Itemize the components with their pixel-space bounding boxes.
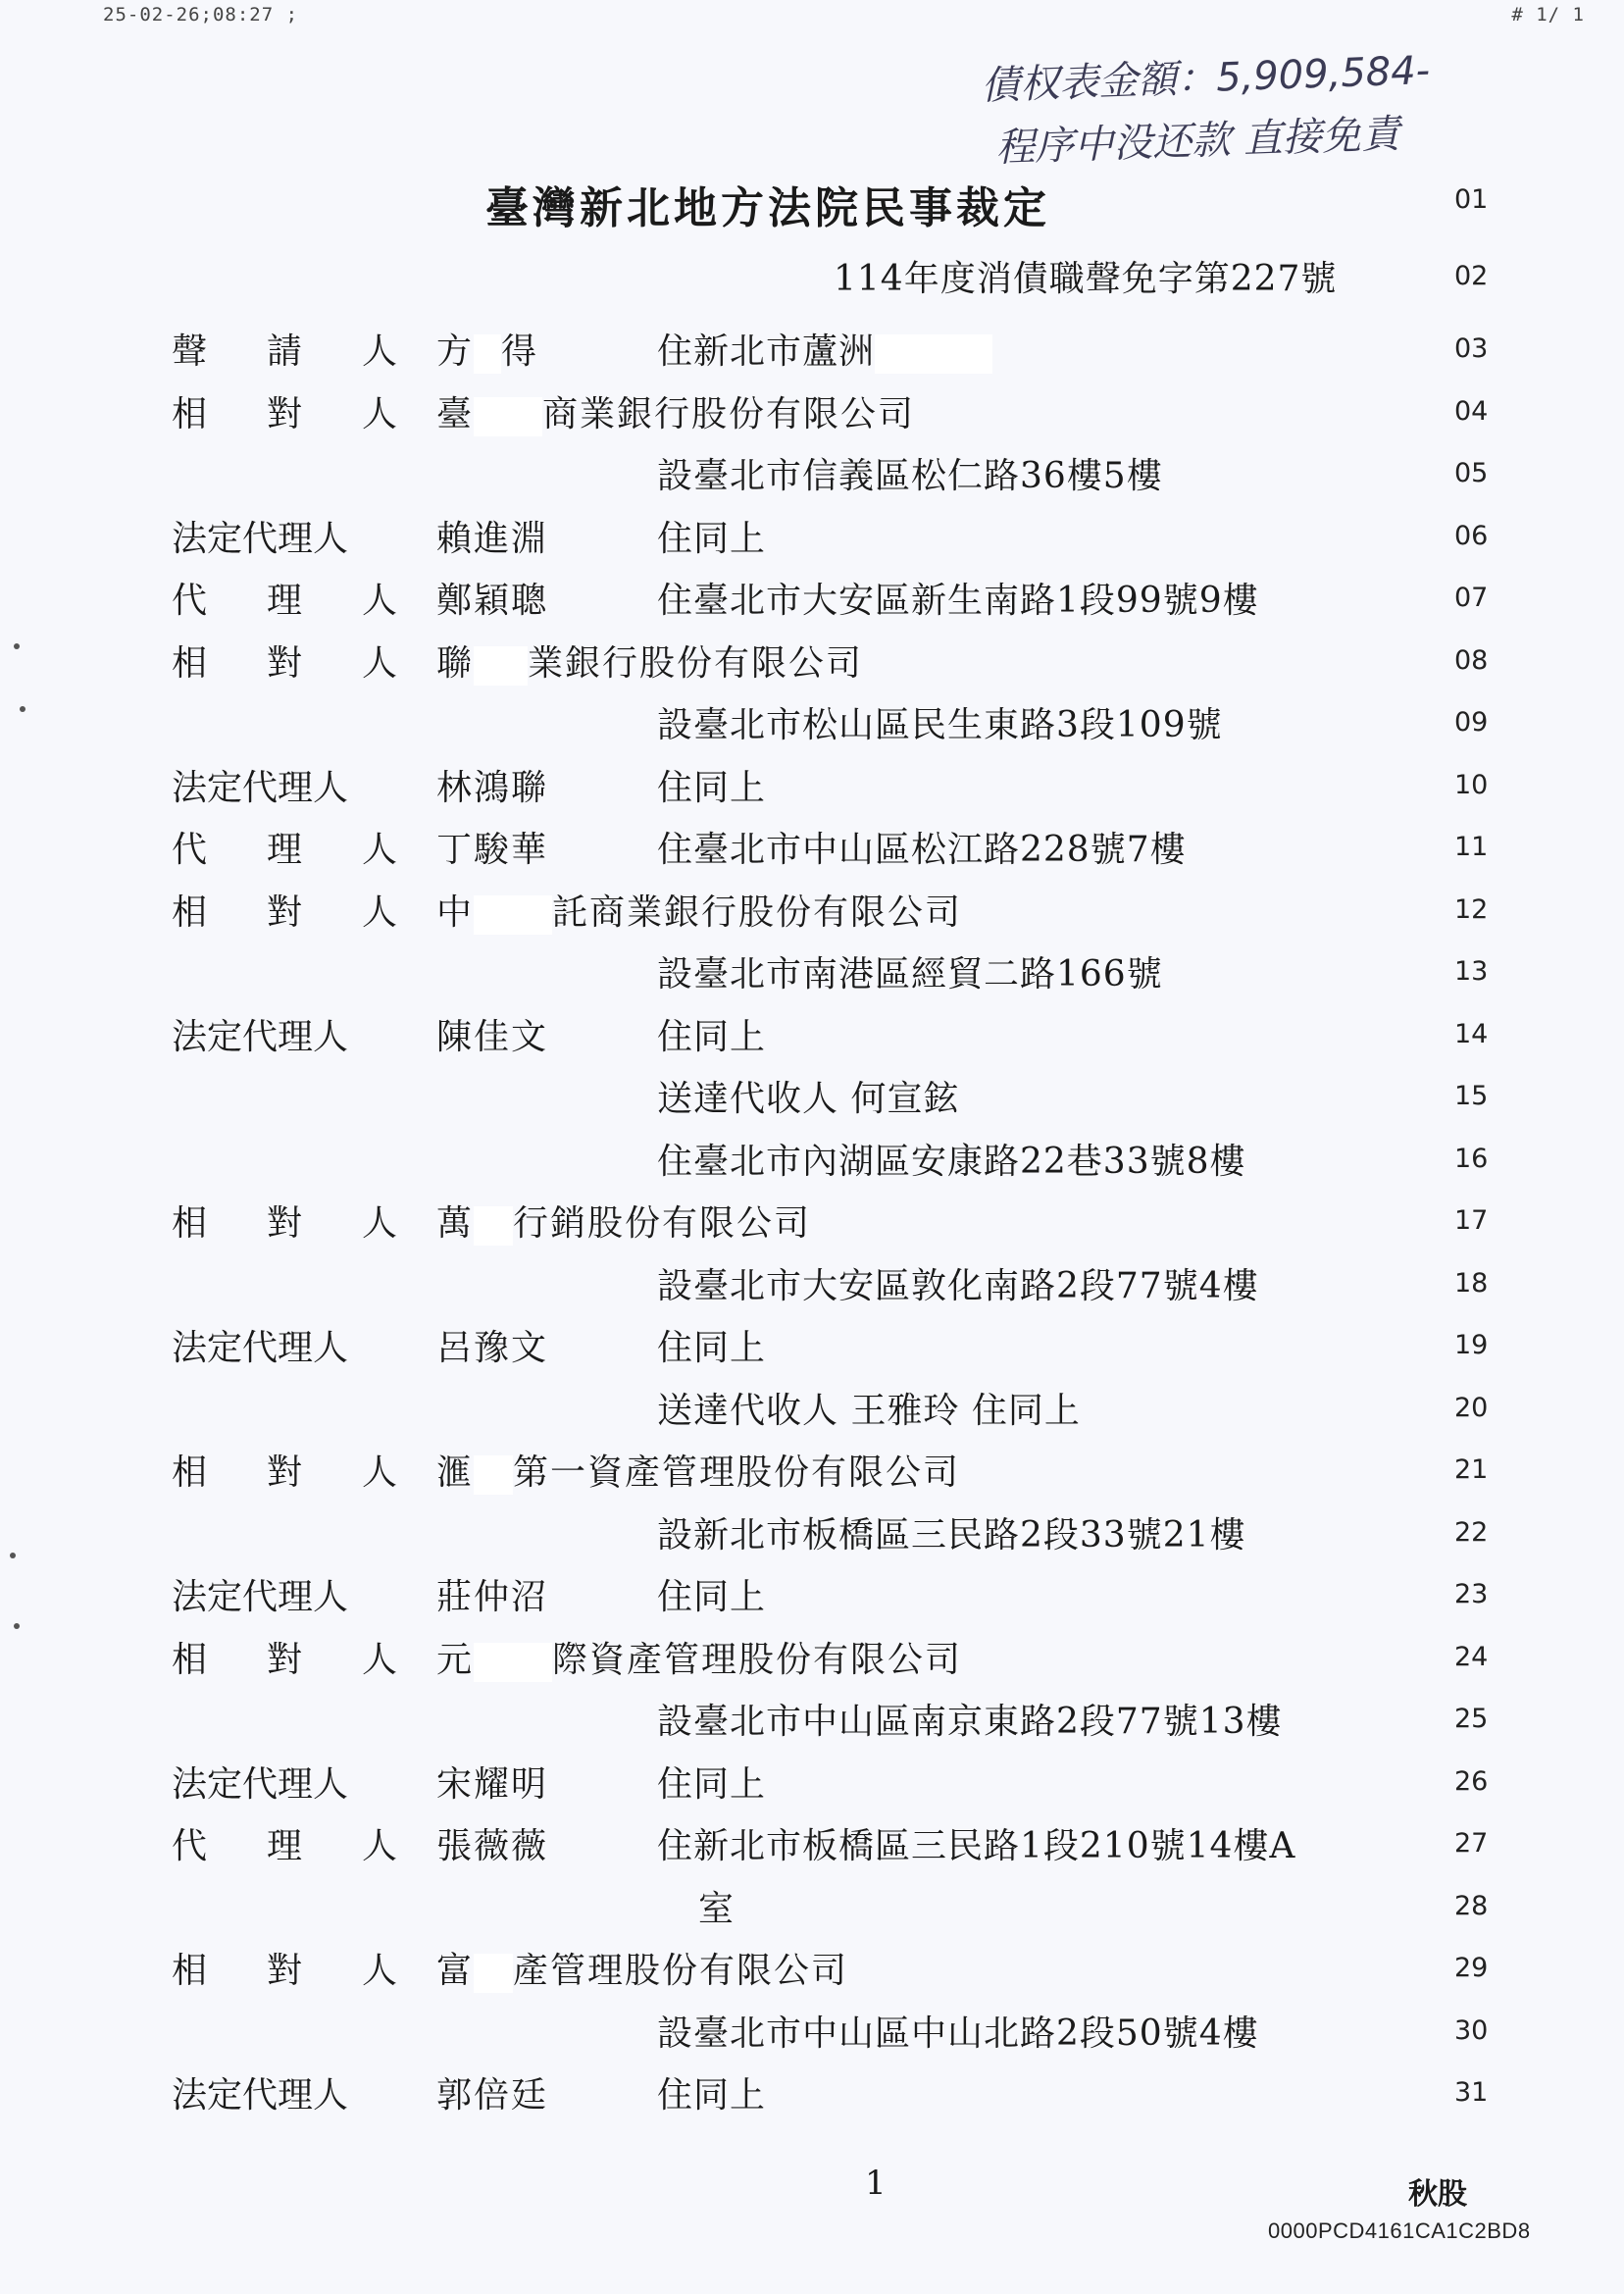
case-number: 114年度消債職聲免字第227號 xyxy=(834,259,1338,299)
party-name: 陳佳文 xyxy=(436,1017,549,1057)
party-row xyxy=(0,1507,1624,1555)
line-number: 30 xyxy=(1454,2015,1489,2046)
scan-speck xyxy=(14,1623,20,1629)
party-row xyxy=(0,1632,1624,1680)
line-number: 16 xyxy=(1454,1144,1489,1174)
line-number: 20 xyxy=(1454,1393,1489,1423)
party-role: 法定代理人 xyxy=(172,1577,349,1617)
party-role: 聲 請 人 xyxy=(172,331,397,372)
redaction-box xyxy=(474,334,501,374)
party-name: 丁駿華 xyxy=(436,830,549,870)
redaction-box xyxy=(474,1206,513,1246)
line-number: 23 xyxy=(1454,1579,1489,1609)
party-role: 法定代理人 xyxy=(172,1764,349,1805)
party-role: 相 對 人 xyxy=(172,643,397,684)
party-address: 住同上 xyxy=(657,1017,767,1057)
line-number: 06 xyxy=(1454,521,1489,551)
party-name: 呂豫文 xyxy=(436,1328,549,1368)
party-row xyxy=(0,1445,1624,1493)
party-name: 林鴻聯 xyxy=(436,768,549,808)
party-row xyxy=(0,1320,1624,1368)
party-role: 法定代理人 xyxy=(172,768,349,808)
party-role: 代 理 人 xyxy=(172,1826,397,1866)
party-row xyxy=(0,1196,1624,1244)
party-address: 設臺北市中山區中山北路2段50號4樓 xyxy=(657,2014,1259,2054)
party-name: 郭倍廷 xyxy=(436,2075,549,2116)
party-row xyxy=(0,1694,1624,1742)
document-title: 臺灣新北地方法院民事裁定 xyxy=(485,183,1050,233)
party-address: 設新北市板橋區三民路2段33號21樓 xyxy=(657,1515,1246,1555)
redaction-box xyxy=(474,397,542,436)
party-role: 法定代理人 xyxy=(172,519,349,559)
line-number: 24 xyxy=(1454,1642,1489,1672)
party-role: 法定代理人 xyxy=(172,2075,349,2116)
line-number: 05 xyxy=(1454,458,1489,488)
party-row xyxy=(0,1134,1624,1182)
party-name: 方 得 xyxy=(436,331,539,372)
redaction-box xyxy=(474,1455,513,1495)
line-number: 08 xyxy=(1454,645,1489,676)
line-number: 26 xyxy=(1454,1766,1489,1797)
party-address: 住新北市板橋區三民路1段210號14樓A xyxy=(657,1826,1296,1866)
line-number: 22 xyxy=(1454,1517,1489,1548)
line-number: 13 xyxy=(1454,956,1489,987)
party-row xyxy=(0,2006,1624,2054)
party-address: 設臺北市信義區松仁路36樓5樓 xyxy=(657,456,1163,496)
handwritten-note-2: 程序中没还款 直接免責 xyxy=(994,111,1401,172)
party-name: 滙 第一資產管理股份有限公司 xyxy=(436,1453,961,1493)
redaction-box xyxy=(474,1643,552,1682)
party-address: 住同上 xyxy=(657,768,767,808)
party-row xyxy=(0,511,1624,559)
party-address: 住臺北市中山區松江路228號7樓 xyxy=(657,830,1187,870)
party-row xyxy=(0,324,1624,372)
party-name: 莊仲沼 xyxy=(436,1577,549,1617)
line-number: 14 xyxy=(1454,1019,1489,1049)
party-role: 相 對 人 xyxy=(172,1640,397,1680)
party-address: 送達代收人 王雅玲 住同上 xyxy=(657,1391,1081,1431)
party-address: 設臺北市松山區民生東路3段109號 xyxy=(657,705,1223,745)
party-name: 富 產管理股份有限公司 xyxy=(436,1951,849,1991)
party-role: 法定代理人 xyxy=(172,1017,349,1057)
party-role: 代 理 人 xyxy=(172,830,397,870)
party-name: 宋耀明 xyxy=(436,1764,549,1805)
party-row xyxy=(0,636,1624,684)
line-number: 27 xyxy=(1454,1828,1489,1859)
line-number: 11 xyxy=(1454,832,1489,862)
party-address: 送達代收人 何宣鉉 xyxy=(657,1079,960,1119)
party-row xyxy=(0,448,1624,496)
party-address: 室 xyxy=(698,1889,736,1929)
page-number: 1 xyxy=(865,2164,887,2203)
party-role: 法定代理人 xyxy=(172,1328,349,1368)
party-address: 住同上 xyxy=(657,1328,767,1368)
party-row xyxy=(0,1943,1624,1991)
party-row xyxy=(0,1258,1624,1306)
line-number: 09 xyxy=(1454,707,1489,738)
scan-speck xyxy=(20,706,25,712)
party-row xyxy=(0,1757,1624,1805)
party-row xyxy=(0,573,1624,621)
scan-speck xyxy=(10,1553,16,1558)
line-number: 25 xyxy=(1454,1704,1489,1734)
party-row xyxy=(0,1569,1624,1617)
line-number: 31 xyxy=(1454,2077,1489,2108)
party-row xyxy=(0,885,1624,933)
party-row xyxy=(0,946,1624,994)
party-name: 聯 業銀行股份有限公司 xyxy=(436,643,864,684)
party-address: 住臺北市內湖區安康路22巷33號8樓 xyxy=(657,1142,1246,1182)
party-name: 萬 行銷股份有限公司 xyxy=(436,1203,812,1244)
scan-speck xyxy=(14,643,20,649)
party-name: 賴進淵 xyxy=(436,519,549,559)
line-number: 28 xyxy=(1454,1891,1489,1921)
party-name: 臺 商業銀行股份有限公司 xyxy=(436,394,916,434)
handwritten-note-1: 債权表金額：5,909,584- xyxy=(980,48,1431,109)
party-address: 設臺北市大安區敦化南路2段77號4樓 xyxy=(657,1266,1259,1306)
party-row xyxy=(0,760,1624,808)
redaction-box xyxy=(474,1954,513,1993)
line-number: 18 xyxy=(1454,1268,1489,1299)
line-number: 03 xyxy=(1454,333,1489,364)
party-name: 元 際資產管理股份有限公司 xyxy=(436,1640,963,1680)
redaction-box xyxy=(474,646,528,686)
line-number: 29 xyxy=(1454,1953,1489,1983)
party-address: 住臺北市大安區新生南路1段99號9樓 xyxy=(657,581,1259,621)
line-number: 04 xyxy=(1454,396,1489,427)
fax-header-right: # 1/ 1 xyxy=(1511,4,1585,25)
party-role: 代 理 人 xyxy=(172,581,397,621)
line-number: 02 xyxy=(1454,261,1489,291)
line-number: 17 xyxy=(1454,1205,1489,1236)
line-number: 01 xyxy=(1454,184,1489,215)
party-role: 相 對 人 xyxy=(172,1453,397,1493)
party-row xyxy=(0,2067,1624,2116)
party-role: 相 對 人 xyxy=(172,892,397,933)
redaction-box xyxy=(474,895,552,935)
party-address: 住同上 xyxy=(657,1577,767,1617)
party-row xyxy=(0,1383,1624,1431)
line-number: 10 xyxy=(1454,770,1489,800)
line-number: 12 xyxy=(1454,894,1489,925)
section-label: 秋股 xyxy=(1408,2177,1467,2212)
line-number: 07 xyxy=(1454,583,1489,613)
party-role: 相 對 人 xyxy=(172,1203,397,1244)
document-code: 0000PCD4161CA1C2BD8 xyxy=(1268,2218,1531,2243)
party-address: 設臺北市中山區南京東路2段77號13樓 xyxy=(657,1702,1283,1742)
party-role: 相 對 人 xyxy=(172,394,397,434)
party-role: 相 對 人 xyxy=(172,1951,397,1991)
party-address: 住同上 xyxy=(657,519,767,559)
party-row xyxy=(0,697,1624,745)
party-row xyxy=(0,822,1624,870)
party-address: 設臺北市南港區經貿二路166號 xyxy=(657,954,1163,994)
party-row xyxy=(0,1071,1624,1119)
party-row xyxy=(0,1009,1624,1057)
party-name: 鄭穎聰 xyxy=(436,581,549,621)
party-address: 住同上 xyxy=(657,1764,767,1805)
line-number: 21 xyxy=(1454,1454,1489,1485)
line-number: 19 xyxy=(1454,1330,1489,1360)
party-address: 住同上 xyxy=(657,2075,767,2116)
party-row xyxy=(0,1818,1624,1866)
party-address: 住新北市蘆洲 xyxy=(657,324,992,374)
party-name: 中 託商業銀行股份有限公司 xyxy=(436,892,963,933)
redaction-box xyxy=(875,334,992,374)
line-number: 15 xyxy=(1454,1081,1489,1111)
fax-header-left: 25-02-26;08:27 ; xyxy=(103,4,299,25)
party-row xyxy=(0,386,1624,434)
party-name: 張薇薇 xyxy=(436,1826,549,1866)
party-row xyxy=(0,1881,1624,1929)
